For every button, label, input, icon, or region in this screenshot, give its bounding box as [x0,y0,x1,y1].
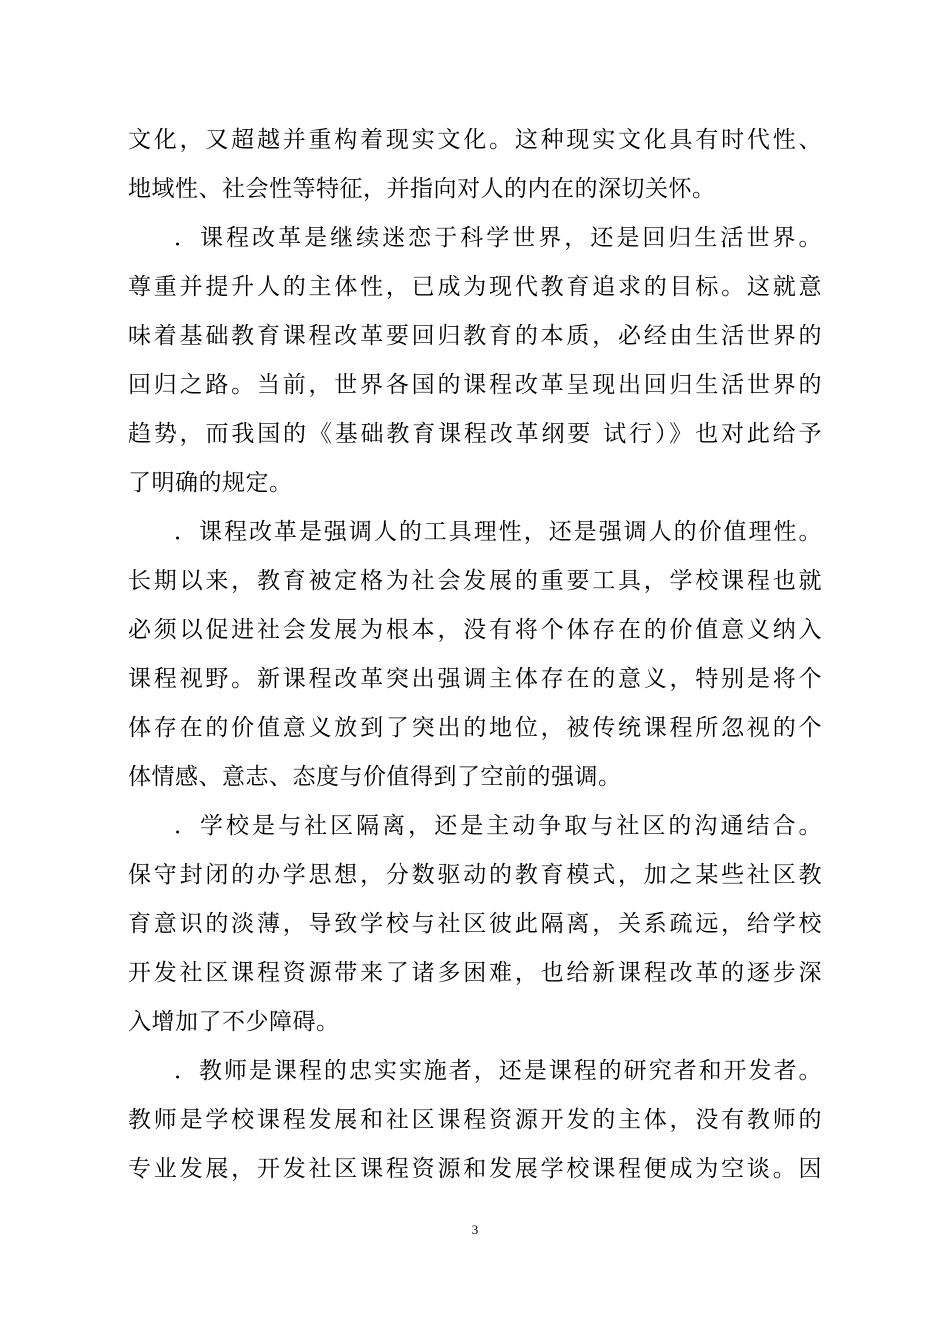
text-line: 育意识的淡薄，导致学校与社区彼此隔离，关系疏远，给学校 [128,911,822,937]
text-line: 课程视野。新课程改革突出强调主体存在的意义，特别是将个 [128,666,822,692]
text-line: 体存在的价值意义放到了突出的地位，被传统课程所忽视的个 [128,715,822,741]
text-line: 开发社区课程资源带来了诸多困难，也给新课程改革的逐步深 [128,960,822,986]
text-line: 尊重并提升人的主体性，已成为现代教育追求的目标。这就意 [128,274,822,300]
section-heading-line: ．课程改革是继续迷恋于科学世界，还是回归生活世界。 [174,225,822,251]
text-line: 必须以促进社会发展为根本，没有将个体存在的价值意义纳入 [128,617,822,643]
section-heading-line: ．课程改革是强调人的工具理性，还是强调人的价值理性。 [174,519,822,545]
text-line: 文化，又超越并重构着现实文化。这种现实文化具有时代性、 [128,127,822,153]
text-line: 长期以来，教育被定格为社会发展的重要工具，学校课程也就 [128,568,822,594]
section-heading-line: ．教师是课程的忠实实施者，还是课程的研究者和开发者。 [174,1058,822,1084]
section-heading-line: ．学校是与社区隔离，还是主动争取与社区的沟通结合。 [174,813,822,839]
text-line: 了明确的规定。 [128,470,293,496]
text-line: 味着基础教育课程改革要回归教育的本质，必经由生活世界的 [128,323,822,349]
text-line: 趋势，而我国的《基础教育课程改革纲要 试行）》也对此给予 [128,421,822,447]
text-line: 体情感、意志、态度与价值得到了空前的强调。 [128,764,622,790]
text-line: 保守封闭的办学思想，分数驱动的教育模式，加之某些社区教 [128,862,822,888]
body-text [128,116,822,1194]
text-line: 地域性、社会性等特征，并指向对人的内在的深切关怀。 [128,176,716,202]
page-number: 3 [471,1222,479,1237]
text-line: 回归之路。当前，世界各国的课程改革呈现出回归生活世界的 [128,372,822,398]
text-line: 专业发展，开发社区课程资源和发展学校课程便成为空谈。因 [128,1156,822,1182]
text-line: 教师是学校课程发展和社区课程资源开发的主体，没有教师的 [128,1107,822,1133]
text-line: 入增加了不少障碍。 [128,1009,340,1035]
